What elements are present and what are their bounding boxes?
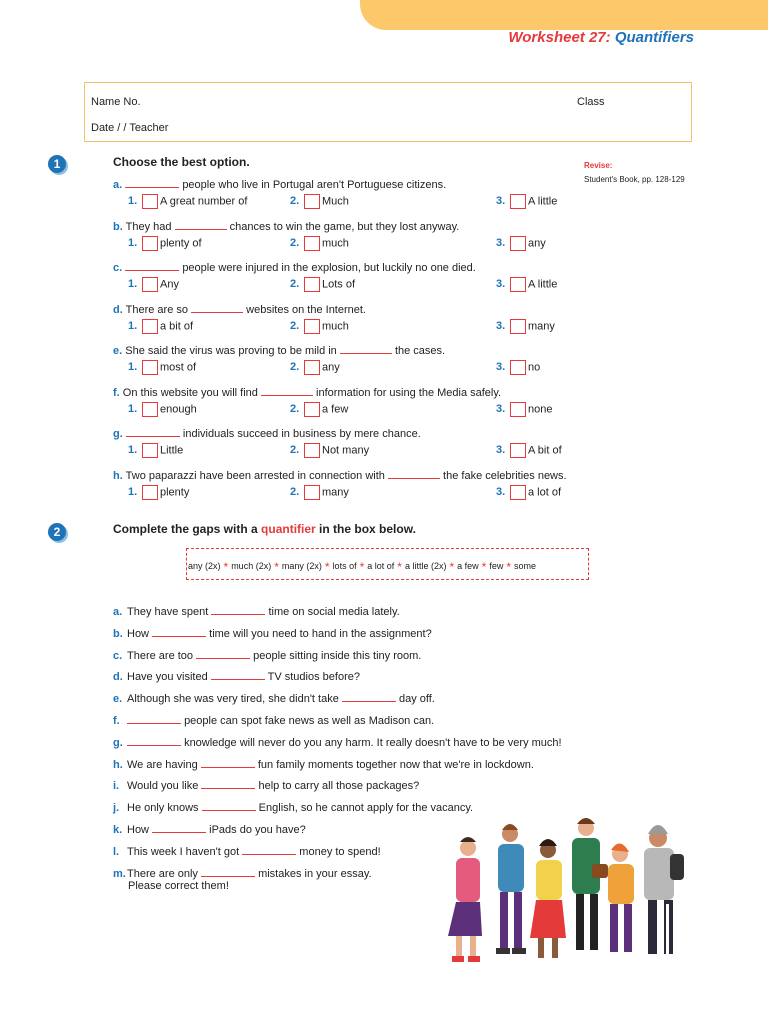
question-text-post: people were injured in the explosion, but luckily no one died. [182,262,476,274]
sentence-letter: l. [113,845,120,858]
option-checkbox[interactable] [510,236,526,251]
gap-sentence [113,648,421,662]
gap-blank[interactable] [342,691,396,702]
separator-star: * [324,560,330,574]
option-number: 3. [496,402,506,415]
option-label: A bit of [528,444,562,457]
option-checkbox[interactable] [304,402,320,417]
option-checkbox[interactable] [142,236,158,251]
worksheet-topic: Quantifiers [614,29,694,46]
option-checkbox[interactable] [510,402,526,417]
sentence-letter: a. [113,606,123,618]
question-text-post: the cases. [394,345,446,357]
option-label: many [528,319,555,332]
option-label: no [528,361,541,374]
option-label: none [528,402,553,415]
sentence-text-pre: There are too [127,649,194,662]
question-line [113,426,421,440]
option-number: 2. [290,485,300,498]
option-item [496,443,562,458]
option-label: Lots of [322,278,356,291]
option-item [496,360,540,375]
question-text-post: people who live in Portugal aren't Portuguese citizens. [182,179,447,191]
option-item [128,277,179,292]
separator-star: * [506,560,512,574]
separator-star: * [359,560,365,574]
option-item [290,402,348,417]
option-item [496,194,557,209]
gap-blank[interactable] [211,604,265,615]
gap-blank[interactable] [152,822,206,833]
sentence-text-post: time on social media lately. [268,606,400,618]
option-label: any [528,236,546,249]
quantifier-word: few [489,561,504,571]
gap-blank[interactable] [242,844,296,855]
option-item [128,402,197,417]
section-2-title-post: in the box below. [319,522,416,536]
person-figure-5 [608,843,634,952]
answer-blank[interactable] [125,177,179,188]
gap-blank[interactable] [127,735,181,746]
option-item [496,277,557,292]
option-label: most of [160,361,197,374]
quantifier-word: a lot of [367,561,395,571]
option-number: 2. [290,402,300,415]
sentence-letter: j. [113,802,120,815]
gap-blank[interactable] [196,648,250,659]
gap-sentence [113,626,432,640]
option-item [128,443,183,458]
gap-sentence [113,800,473,814]
option-item [496,319,555,334]
sentence-letter: b. [113,627,123,640]
people-walking-illustration [430,818,698,970]
sentence-letter: c. [113,649,123,662]
question-line [113,468,567,482]
option-label: a bit of [160,319,194,332]
option-number: 3. [496,278,506,291]
person-figure-2 [496,824,526,954]
gap-blank[interactable] [211,669,265,680]
question-text-pre: She said the virus was proving to be mild in [125,345,337,357]
option-number: 1. [128,278,138,291]
option-number: 2. [290,236,300,249]
question-letter: b. [113,220,123,233]
gap-sentence [113,778,419,792]
sentence-text-pre: They have spent [127,606,209,618]
gap-sentence-continuation: Please correct them! [128,880,229,893]
separator-star: * [449,560,455,574]
sentence-letter: i. [113,780,120,793]
option-number: 3. [496,361,506,374]
sentence-text-post: knowledge will never do you any harm. It really doesn't have to be very much! [184,736,562,749]
option-checkbox[interactable] [304,485,320,500]
gap-blank[interactable] [127,713,181,724]
option-checkbox[interactable] [142,443,158,458]
option-label: any [322,361,340,374]
question-letter: a. [113,179,123,191]
gap-blank[interactable] [152,626,206,637]
gap-blank[interactable] [201,866,255,877]
answer-blank[interactable] [340,343,392,354]
option-number: 1. [128,361,138,374]
option-number: 1. [128,402,138,415]
option-checkbox[interactable] [304,360,320,375]
gap-sentence [113,713,434,727]
sentence-letter: e. [113,693,123,706]
sentence-text-post: money to spend! [299,845,381,858]
gap-sentence [113,757,534,771]
question-text-post: individuals succeed in business by mere chance. [182,428,421,440]
section-2-badge: 2 [48,523,66,541]
student-info-box [84,82,692,142]
gap-blank[interactable] [202,800,256,811]
option-label: A great number of [160,195,248,208]
option-item [496,236,546,251]
option-label: a lot of [528,485,562,498]
sentence-text-pre: We are having [127,758,198,771]
section-2-title-pre: Complete the gaps with a [113,522,258,536]
option-checkbox[interactable] [142,194,158,209]
option-item [128,360,196,375]
option-label: a few [322,402,349,415]
sentence-text-pre: This week I haven't got [127,845,240,858]
gap-sentence [113,844,381,858]
sentence-text-post: mistakes in your essay. [258,867,372,880]
person-figure-1 [448,837,482,962]
sentence-letter: d. [113,671,123,684]
option-item [496,485,561,500]
sentence-text-post: English, so he cannot apply for the vacancy. [258,802,474,815]
option-number: 1. [128,485,138,498]
option-checkbox[interactable] [142,277,158,292]
option-label: much [322,236,349,249]
separator-star: * [397,560,402,574]
question-text-post: the fake celebrities news. [443,469,567,482]
revise-note [584,161,694,185]
option-number: 1. [128,319,138,332]
gap-sentence [113,669,360,683]
option-checkbox[interactable] [510,194,526,209]
option-item [290,360,340,375]
sentence-text-pre: There are only [127,867,198,880]
quantifier-word: lots of [332,561,357,571]
option-checkbox[interactable] [304,443,320,458]
question-text-pre: There are so [125,303,189,316]
option-number: 3. [496,195,506,208]
option-item [290,236,349,251]
section-1-title: Choose the best option. [113,155,250,169]
option-checkbox[interactable] [142,319,158,334]
sentence-letter: g. [113,736,123,749]
question-text-post: chances to win the game, but they lost anyway. [229,220,460,233]
question-line [113,260,476,274]
option-checkbox[interactable] [304,194,320,209]
separator-star: * [274,560,279,574]
sentence-text-post: help to carry all those packages? [258,780,420,793]
option-checkbox[interactable] [304,236,320,251]
quantifier-word: a few [457,561,479,571]
option-checkbox[interactable] [142,360,158,375]
sentence-text-post: iPads do you have? [209,824,306,836]
option-checkbox[interactable] [510,277,526,292]
option-checkbox[interactable] [510,485,526,500]
gap-sentence [113,604,400,618]
question-text-pre: On this website you will find [122,386,258,399]
option-label: enough [160,402,197,415]
option-number: 2. [290,319,300,332]
quantifier-word: any (2x) [188,561,221,571]
person-figure-3 [530,839,566,958]
option-number: 1. [128,195,138,208]
option-checkbox[interactable] [304,319,320,334]
date-teacher-field-label[interactable]: Date / / Teacher [91,122,169,134]
question-line [113,302,366,316]
name-field-label[interactable]: Name No. [91,96,141,108]
option-label: plenty [160,485,190,498]
question-letter: f. [113,386,120,399]
sentence-text-post: people sitting inside this tiny room. [253,649,422,662]
answer-blank[interactable] [388,468,440,479]
option-label: much [322,319,349,332]
option-label: Not many [322,444,370,457]
option-checkbox[interactable] [304,277,320,292]
question-letter: h. [113,469,123,482]
section-2-title-highlight: quantifier [261,522,316,536]
option-checkbox[interactable] [142,485,158,500]
option-item [128,236,202,251]
question-text-post: information for using the Media safely. [316,386,502,399]
person-figure-6 [644,825,684,954]
question-line [113,385,501,399]
option-number: 1. [128,236,138,249]
sentence-text-pre: How [127,824,150,836]
quantifier-word: a little (2x) [404,561,447,571]
option-number: 2. [290,278,300,291]
sentence-text-pre: Although she was very tired, she didn't take [127,693,339,706]
revise-label: Revise: [584,161,613,170]
separator-star: * [481,560,487,574]
option-number: 3. [496,236,506,249]
gap-sentence [113,822,306,836]
option-item [290,194,349,209]
question-line [113,177,446,191]
option-item [290,485,349,500]
option-label: A little [528,195,558,208]
option-label: many [322,485,349,498]
option-item [290,319,349,334]
option-item [496,402,552,417]
revise-reference: Student's Book, pp. 128-129 [584,175,685,184]
option-number: 3. [496,319,506,332]
option-label: Any [160,278,179,291]
sentence-letter: h. [113,758,123,771]
option-checkbox[interactable] [510,360,526,375]
answer-blank[interactable] [261,385,313,396]
sentence-letter: k. [113,824,123,836]
top-decorative-bar [360,0,768,30]
option-label: Little [160,444,184,457]
answer-blank[interactable] [175,219,227,230]
gap-sentence [113,691,435,705]
worksheet-title [508,29,694,46]
gap-blank[interactable] [201,778,255,789]
quantifier-word-box [186,548,589,580]
worksheet-number: Worksheet 27: [508,29,611,46]
sentence-text-pre: Would you like [127,780,199,793]
option-checkbox[interactable] [142,402,158,417]
option-checkbox[interactable] [510,319,526,334]
sentence-text-pre: Have you visited [127,671,208,684]
question-letter: d. [113,303,123,316]
gap-blank[interactable] [201,757,255,768]
quantifier-word: some [514,561,537,571]
question-line [113,219,459,233]
option-label: plenty of [160,236,202,249]
class-field-label[interactable]: Class [577,96,605,108]
option-number: 2. [290,195,300,208]
answer-blank[interactable] [126,426,180,437]
option-item [290,443,369,458]
sentence-letter: f. [113,715,120,727]
sentence-text-pre: How [127,627,150,640]
option-item [128,485,189,500]
question-text-post: websites on the Internet. [246,303,366,316]
question-text-pre: They had [125,220,172,233]
option-number: 2. [290,444,300,457]
sentence-text-post: TV studios before? [267,671,360,684]
option-number: 3. [496,485,506,498]
person-figure-4 [572,818,608,950]
question-line [113,343,445,357]
sentence-text-post: fun family moments together now that we're in lockdown. [257,758,534,771]
sentence-text-post: time will you need to hand in the assignment? [209,627,432,640]
separator-star: * [223,560,229,574]
option-label: Much [322,195,349,208]
sentence-text-post: people can spot fake news as well as Madison can. [184,715,435,727]
answer-blank[interactable] [125,260,179,271]
quantifier-word: many (2x) [281,561,322,571]
gap-sentence [113,735,562,749]
option-number: 3. [496,444,506,457]
quantifier-word: much (2x) [231,561,272,571]
option-item [128,319,193,334]
option-item [290,277,355,292]
question-text-pre: Two paparazzi have been arrested in connection with [125,469,385,482]
option-item [128,194,247,209]
question-letter: g. [113,428,123,440]
answer-blank[interactable] [191,302,243,313]
question-letter: c. [113,262,123,274]
sentence-text-post: day off. [398,693,435,706]
option-number: 2. [290,361,300,374]
sentence-text-pre: He only knows [127,802,199,815]
question-letter: e. [113,345,123,357]
option-checkbox[interactable] [510,443,526,458]
option-label: A little [528,278,558,291]
section-2-title [113,522,416,536]
section-1-badge: 1 [48,155,66,173]
gap-sentence [113,866,372,880]
option-number: 1. [128,444,138,457]
sentence-letter: m. [113,867,126,880]
